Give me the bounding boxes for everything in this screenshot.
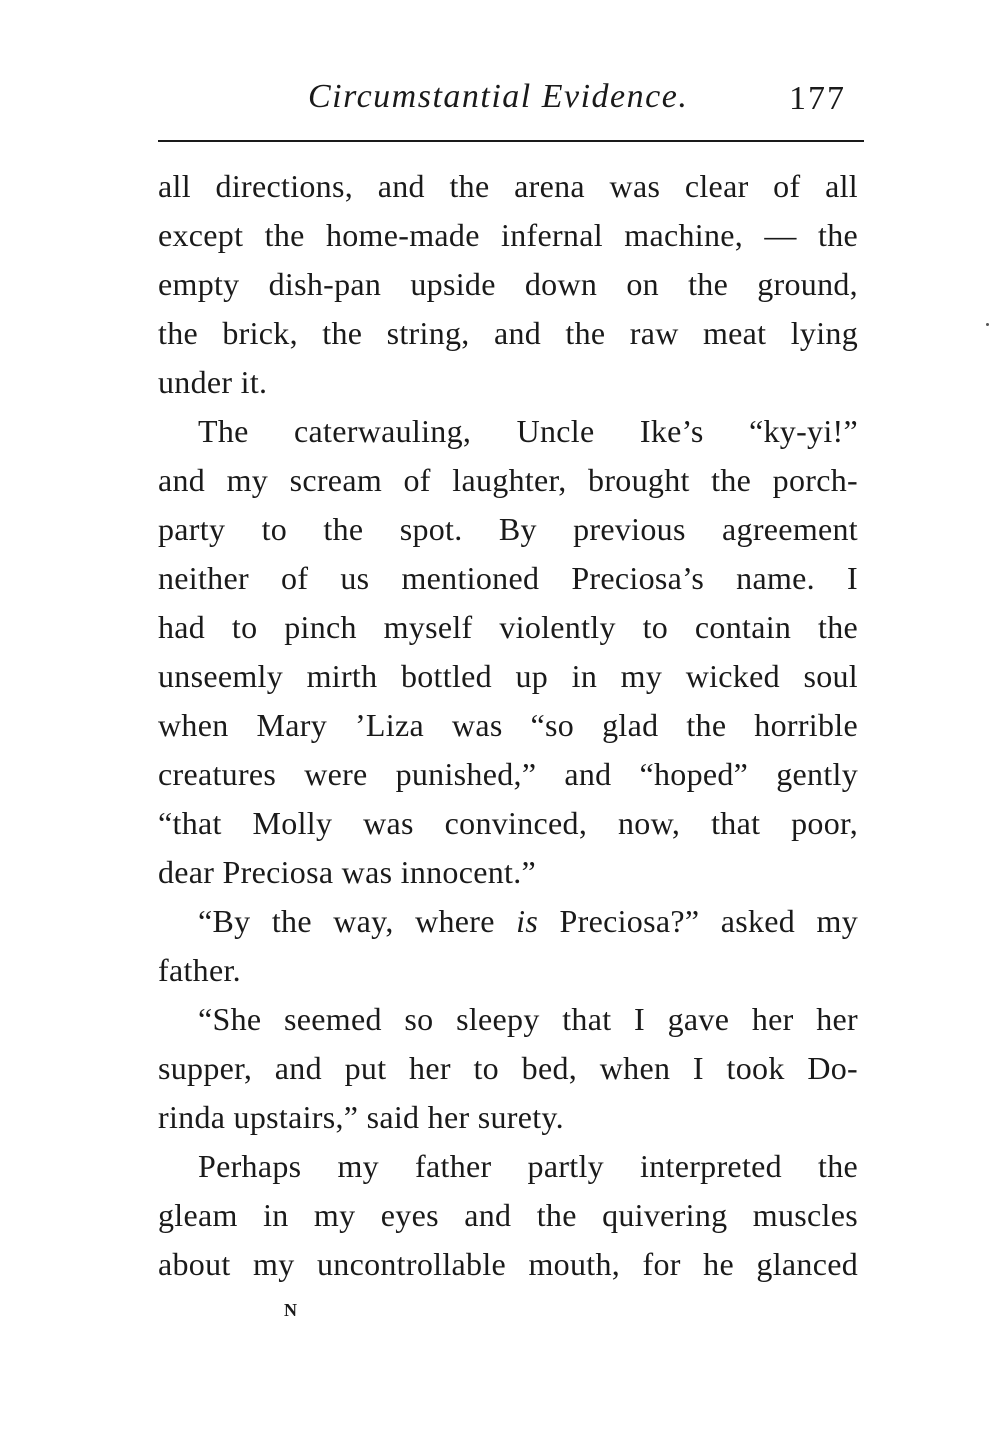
margin-speck [986,323,989,326]
text-line: about my uncontrollable mouth, for he glanced [158,1246,858,1282]
text-line: empty dish-pan upside down on the ground, [158,266,858,302]
page-number: 177 [789,80,846,117]
signature-mark: N [284,1300,298,1320]
text-line: The caterwauling, Uncle Ike’s “ky-yi!” [198,413,858,449]
text-line: had to pinch myself violently to contain the [158,609,858,645]
text-line: Perhaps my father partly interpreted the [198,1148,858,1184]
header-rule [158,140,864,142]
text-line: unseemly mirth bottled up in my wicked soul [158,658,858,694]
running-head [158,78,858,128]
text-line: the brick, the string, and the raw meat lying [158,315,858,351]
text-line: supper, and put her to bed, when I took Do- [158,1050,858,1086]
text-line: dear Preciosa was innocent.” [158,854,537,890]
text-line: gleam in my eyes and the quivering muscles [158,1197,858,1233]
text-line: under it. [158,364,268,400]
text-line: father. [158,952,241,988]
text-line: neither of us mentioned Preciosa’s name. I [158,560,858,596]
running-title: Circumstantial Evidence. [308,78,689,115]
text-line: rinda upstairs,” said her surety. [158,1099,564,1135]
text-line: and my scream of laughter, brought the porch- [158,462,858,498]
text-line: “By the way, where is Preciosa?” asked my [198,903,859,939]
text-line: “She seemed so sleepy that I gave her her [198,1001,858,1037]
text-line: “that Molly was convinced, now, that poor, [158,805,858,841]
emphasis: is [516,903,539,939]
text-line: party to the spot. By previous agreement [158,511,858,547]
text-line: when Mary ’Liza was “so glad the horrible [158,707,858,743]
body-text [158,162,858,1289]
text-line: except the home-made infernal machine, — the [158,217,858,253]
text-line: all directions, and the arena was clear of all [158,168,858,204]
text-line: creatures were punished,” and “hoped” gently [158,756,858,792]
